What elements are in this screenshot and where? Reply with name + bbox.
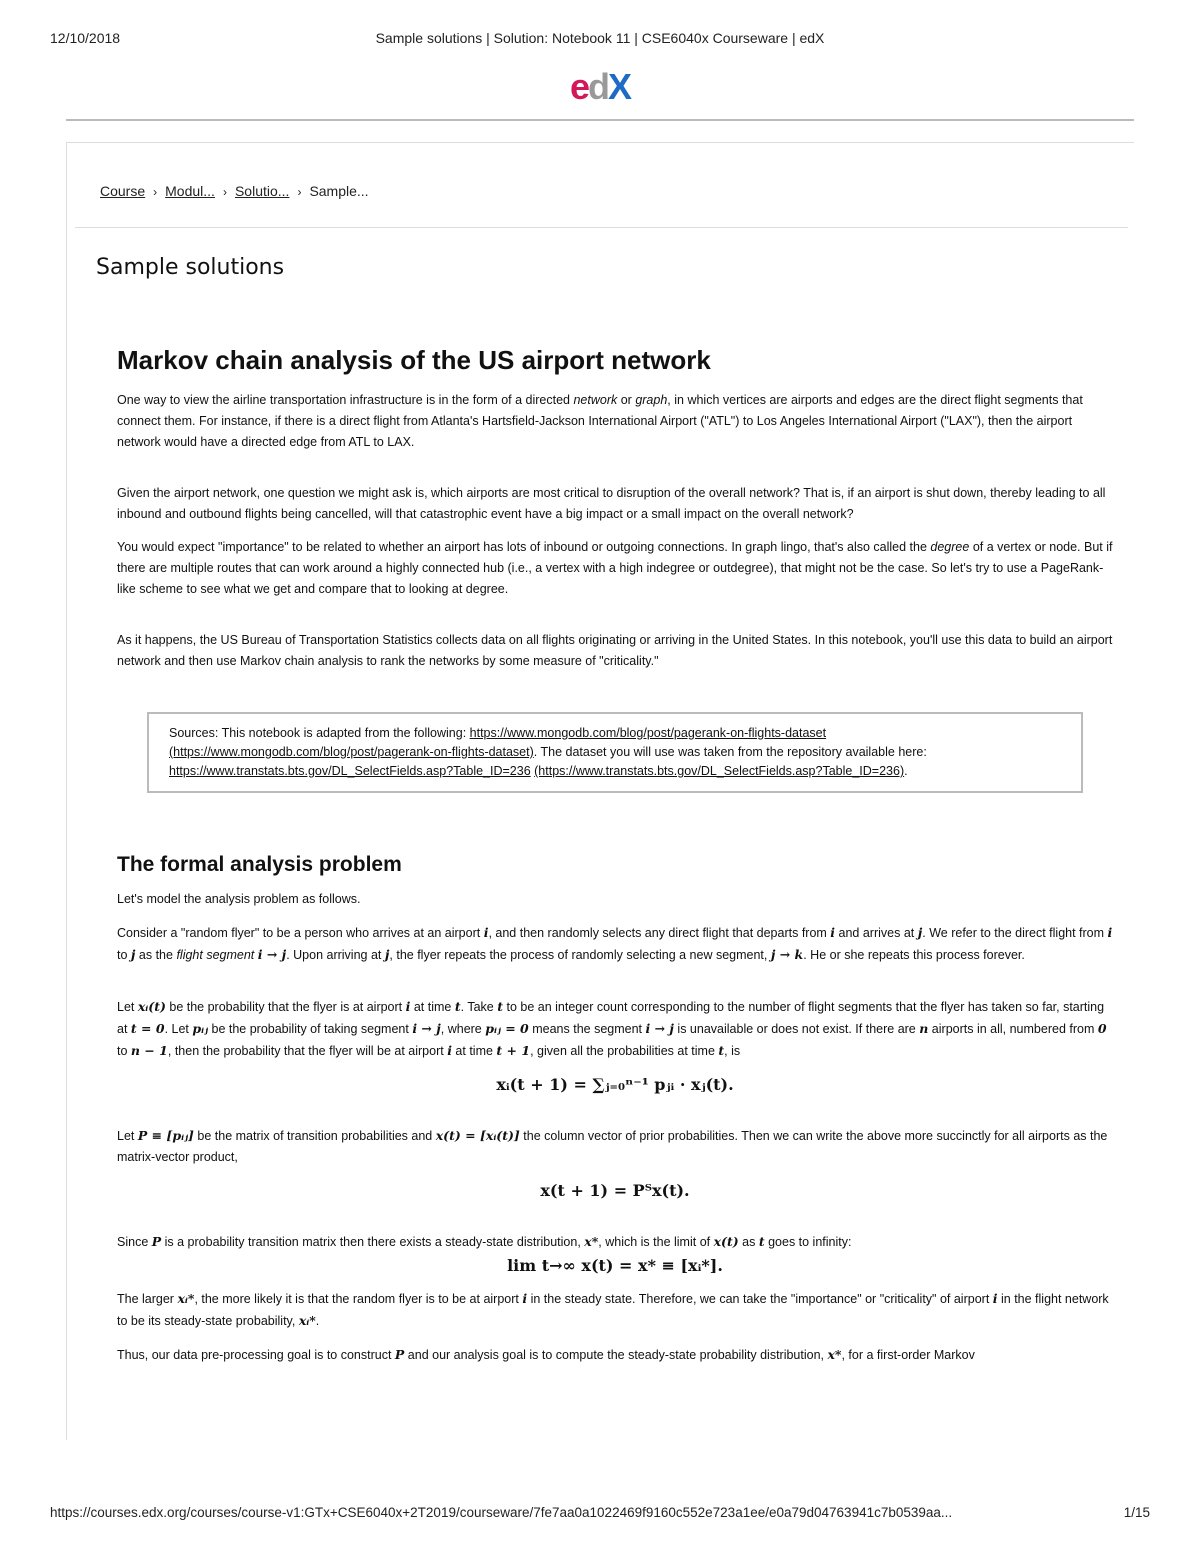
equation-steady-state: lim t→∞ x(t) = x* ≡ [xᵢ*]. — [507, 1256, 723, 1275]
breadcrumb-divider — [75, 227, 1128, 228]
formal-paragraph-1: Let's model the analysis problem as follows. — [117, 892, 361, 906]
chevron-right-icon: › — [297, 185, 302, 199]
mongodb-link[interactable]: https://www.mongodb.com/blog/post/pagerank-on-flights-dataset — [469, 726, 827, 740]
page-number: 1/15 — [1123, 1505, 1150, 1520]
print-date: 12/10/2018 — [50, 30, 121, 46]
equation-transition: xᵢ(t + 1) = ∑ⱼ₌₀ⁿ⁻¹ pⱼᵢ · xⱼ(t). — [496, 1075, 734, 1094]
sources-box: Sources: This notebook is adapted from the following: https://www.mongodb.com/blog/post/pagerank-on-flights-dataset (https://www.mongodb.com/blog/post/pagerank-on-flights-dataset). The dataset you will use was taken from the repository available here: https://www.transtats.bts.gov/DL_SelectFields.asp?Table_ID=236 (https://www.transtats.bts.gov/DL_SelectFields.asp?Table_ID=236). — [147, 712, 1083, 793]
formal-paragraph-4: Let P ≡ [pᵢⱼ] be the matrix of transition probabilities and x(t) = [xᵢ(t)] the column vector of prior probabilities. Then we can write the above more succinctly for all airports as the matrix-vector product, — [117, 1128, 1108, 1164]
intro-paragraph-4: As it happens, the US Bureau of Transportation Statistics collects data on all flights originating or arriving in the United States. In this notebook, you'll use this data to build an airport network and then use Markov chain analysis to rank the networks by some measure of "criticality." — [117, 633, 1113, 668]
breadcrumb-module-link[interactable]: Modul... — [165, 183, 215, 199]
header-divider — [66, 119, 1134, 121]
breadcrumb — [100, 183, 369, 199]
notebook-content — [117, 343, 1113, 1378]
unit-title: Sample solutions — [96, 255, 285, 280]
intro-paragraph-1: One way to view the airline transportation infrastructure is in the form of a directed network or graph, in which vertices are airports and edges are the direct flight segments that connect them. For instance, if there is a direct flight from Atlanta's Hartsfield-Jackson International Airport ("ATL") to Los Angeles International Airport ("LAX"), then the airport network would have a directed edge from ATL to LAX. — [117, 393, 1083, 449]
mongodb-link-paren[interactable]: (https://www.mongodb.com/blog/post/pagerank-on-flights-dataset) — [169, 745, 534, 759]
transtats-link[interactable]: https://www.transtats.bts.gov/DL_SelectFields.asp?Table_ID=236 — [169, 764, 531, 778]
edx-logo[interactable]: edX — [569, 66, 631, 107]
page-url: https://courses.edx.org/courses/course-v1:GTx+CSE6040x+2T2019/courseware/7fe7aa0a1022469f9160c552e723a1ee/e0a79d04763941c7b0539aa... — [50, 1505, 953, 1520]
intro-paragraph-3: You would expect "importance" to be related to whether an airport has lots of inbound or outgoing connections. In graph lingo, that's also called the degree of a vertex or node. But if there are multiple routes that can work around a highly connected hub (i.e., a vertex with a high indegree or outdegree), that might not be the case. So let's try to use a PageRank-like scheme to see what we get and compare that to looking at degree. — [117, 540, 1113, 596]
print-header — [50, 30, 1150, 50]
notebook-title: Markov chain analysis of the US airport network — [117, 345, 711, 375]
transtats-link-paren[interactable]: (https://www.transtats.bts.gov/DL_SelectFields.asp?Table_ID=236) — [534, 764, 905, 778]
courseware-panel — [66, 142, 1134, 1440]
formal-heading: The formal analysis problem — [117, 853, 402, 876]
equation-matrix-vector: x(t + 1) = Pᵀx(t). — [540, 1181, 690, 1200]
breadcrumb-course-link[interactable]: Course — [100, 183, 146, 199]
formal-paragraph-6: The larger xᵢ*, the more likely it is that the random flyer is to be at airport i in the steady state. Therefore, we can take the "importance" or "criticality" of airport i in the flight network to be its steady-state probability, xᵢ*. — [117, 1291, 1109, 1328]
intro-paragraph-2: Given the airport network, one question we might ask is, which airports are most critical to disruption of the overall network? That is, if an airport is shut down, thereby leading to all inbound and outbound flights being cancelled, will that catastrophic event have a big impact or a small impact on the overall network? — [117, 486, 1106, 521]
breadcrumb-current: Sample... — [309, 183, 369, 199]
formal-paragraph-7: Thus, our data pre-processing goal is to construct P and our analysis goal is to compute the steady-state probability distribution, x*, for a first-order Markov — [117, 1347, 975, 1362]
formal-paragraph-2: Consider a "random flyer" to be a person who arrives at an airport i, and then randomly selects any direct flight that departs from i and arrives at j. We refer to the direct flight from i to j as the flight segment i → j. Upon arriving at j, the flyer repeats the process of randomly selecting a new segment, j → k. He or she repeats this process forever. — [117, 925, 1113, 962]
print-title: Sample solutions | Solution: Notebook 11 | CSE6040x Courseware | edX — [375, 30, 825, 46]
breadcrumb-solution-link[interactable]: Solutio... — [234, 183, 290, 199]
chevron-right-icon: › — [153, 185, 158, 199]
formal-paragraph-5: Since P is a probability transition matrix then there exists a steady-state distribution, x*, which is the limit of x(t) as t goes to infinity: — [117, 1234, 852, 1249]
formal-paragraph-3: Let xᵢ(t) be the probability that the flyer is at airport i at time t. Take t to be an integer count corresponding to the number of flight segments that the flyer has taken so far, starting at t = 0. Let pᵢⱼ be the probability of taking segment i → j, where pᵢⱼ = 0 means the segment i → j is unavailable or does not exist. If there are n airports in all, numbered from 0 to n − 1, then the probability that the flyer will be at airport i at time t + 1, given all the probabilities at time t, is — [117, 999, 1107, 1058]
chevron-right-icon: › — [222, 185, 227, 199]
